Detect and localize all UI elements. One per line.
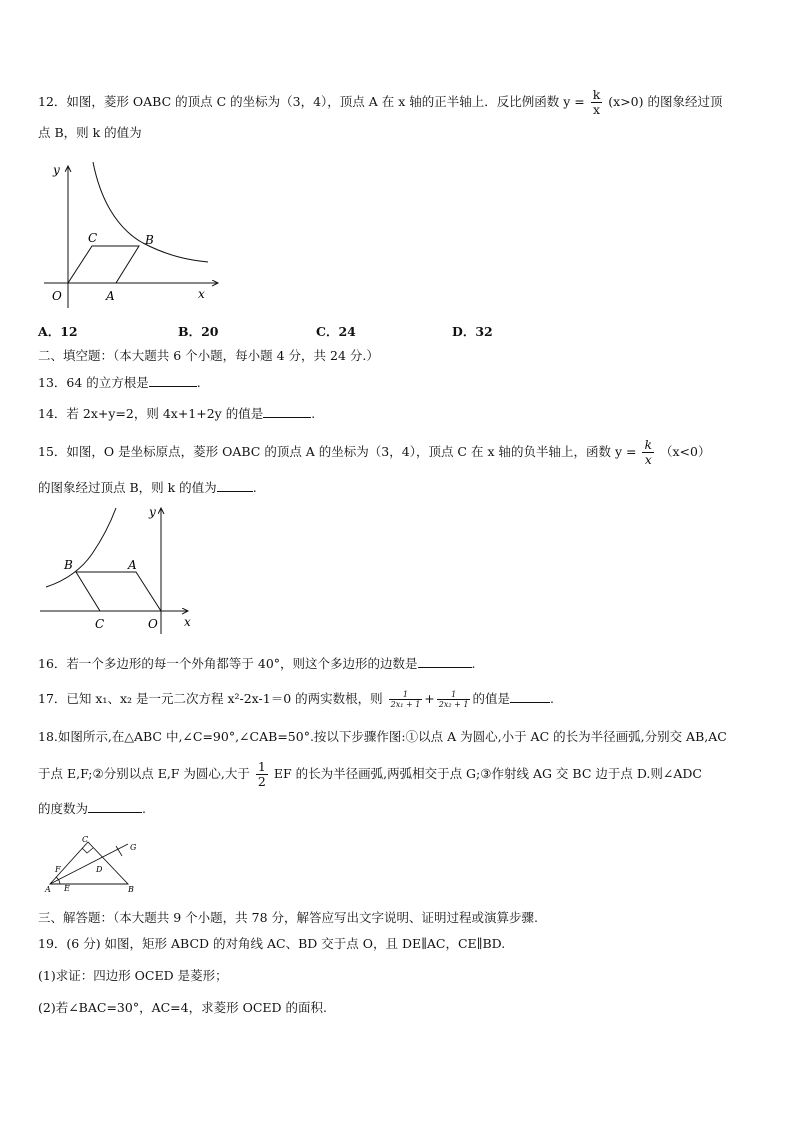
q12-line1 (38, 88, 723, 117)
q15-blank (217, 479, 253, 492)
q15-label-O: O (148, 617, 158, 631)
q12-fraction (591, 88, 603, 117)
q18-label-B: B (128, 885, 134, 894)
q14-text: 14．若 2x+y=2，则 4x+1+2y 的值是 (38, 406, 264, 421)
q12-label-C: C (88, 231, 98, 245)
q18-frac-den: 2 (257, 774, 266, 789)
q17-text: 17．已知 x₁、x₂ 是一元二次方程 x²-2x-1＝0 的两实数根，则 (38, 691, 383, 706)
q18-label-D: D (96, 865, 103, 874)
q12-rhombus (68, 246, 139, 283)
q18-line2-post: EF 的长为半径画弧,两弧相交于点 G;③作射线 AG 交 BC 边于点 D.则∠ADC (273, 766, 702, 781)
q13-blank (149, 374, 197, 387)
q17-line: 17．已知 x₁、x₂ 是一元二次方程 x²-2x-1＝0 的两实数根，则 $\frac{1}{\text{2x₁ + 1}}$ + $\frac{1}{\text{2x₂ + 1}}$ 的值是 . (38, 690, 554, 709)
q12-text: 12．如图，菱形 OABC 的顶点 C 的坐标为（3，4），顶点 A 在 x 轴的正半轴上．反比例函数 y = (38, 94, 585, 109)
q16-line: 16．若一个多边形的每一个外角都等于 40°，则这个多边形的边数是 . (38, 656, 476, 671)
q17-frac2-den: 2x₂ + 1 (438, 700, 469, 709)
q15-label-x: x (184, 615, 191, 629)
q18-figure (38, 834, 148, 894)
q13-text: 13．64 的立方根是 (38, 375, 149, 390)
q18-label-E: E (64, 884, 70, 893)
q17-blank (510, 690, 550, 703)
q17-fraction-2 (437, 690, 471, 709)
q13-line: 13．64 的立方根是 . (38, 375, 201, 390)
q15-text-post: （x<0） (660, 444, 711, 459)
q19-part1: (1)求证：四边形 OCED 是菱形； (38, 968, 228, 983)
q17-frac1-num: 1 (389, 690, 423, 700)
q15-label-C: C (95, 617, 105, 631)
q12-label-A: A (106, 289, 115, 303)
q15-figure (38, 502, 208, 637)
section3-heading: 三、解答题：（本大题共 9 个小题，共 78 分，解答应写出文字说明、证明过程或演算步骤. (38, 910, 538, 925)
q12-frac-num: k (592, 87, 601, 102)
q12-label-B: B (145, 233, 154, 247)
q12-choice-c: C．24 (316, 324, 356, 339)
q18-blank (88, 800, 142, 813)
q17-frac2-num: 1 (437, 690, 471, 700)
q17-frac1-den: 2x₁ + 1 (390, 700, 421, 709)
q12-hyperbola (93, 162, 208, 262)
q15-hyperbola (46, 508, 116, 587)
q14-line: 14．若 2x+y=2，则 4x+1+2y 的值是 . (38, 406, 316, 421)
q18-label-C: C (82, 835, 89, 844)
q18-fraction (256, 760, 268, 789)
q18-line3-text: 的度数为 (38, 801, 89, 816)
q12-label-x: x (198, 287, 205, 301)
q15-line1 (38, 438, 710, 467)
q12-text-post: (x>0) 的图象经过顶 (608, 94, 723, 109)
section2-heading: 二、填空题：（本大题共 6 个小题，每小题 4 分，共 24 分.） (38, 348, 379, 363)
q18-right-angle (82, 848, 93, 853)
q14-blank (263, 405, 311, 418)
q12-choice-b: B．20 (178, 324, 219, 339)
q12-frac-den: x (592, 102, 601, 117)
q15-frac-den: x (644, 452, 652, 467)
q15-label-A: A (128, 558, 137, 572)
q15-fraction (642, 438, 654, 467)
q18-line1: 18.如图所示,在△ABC 中,∠C=90°,∠CAB=50°.按以下步骤作图:①以点 A 为圆心,小于 AC 的长为半径画弧,分别交 AB,AC (38, 729, 727, 744)
q18-label-A: A (45, 885, 51, 894)
q18-label-G: G (130, 843, 137, 852)
q15-line2: 的图象经过顶点 B，则 k 的值为 . (38, 480, 257, 495)
q18-line2 (38, 760, 702, 789)
q17-plus: + (424, 691, 435, 706)
q16-text: 16．若一个多边形的每一个外角都等于 40°，则这个多边形的边数是 (38, 656, 418, 671)
q12-label-y: y (53, 163, 60, 177)
q18-frac-num: 1 (257, 759, 266, 774)
q15-frac-num: k (644, 437, 653, 452)
q12-line2: 点 B，则 k 的值为 (38, 125, 142, 140)
q18-line3: 的度数为 . (38, 801, 146, 816)
q15-text: 15．如图，O 是坐标原点，菱形 OABC 的顶点 A 的坐标为（3，4），顶点 C 在 x 轴的负半轴上，函数 y = (38, 444, 637, 459)
q15-label-y: y (149, 505, 156, 519)
q15-line2-text: 的图象经过顶点 B，则 k 的值为 (38, 480, 217, 495)
q19-part2: (2)若∠BAC=30°，AC=4，求菱形 OCED 的面积. (38, 1000, 327, 1015)
q12-label-O: O (52, 289, 62, 303)
q18-label-F: F (55, 865, 61, 874)
q18-line2-text: 于点 E,F;②分别以点 E,F 为圆心,大于 (38, 766, 250, 781)
q12-choice-a: A．12 (38, 324, 78, 339)
q17-text-post: 的值是 (472, 691, 510, 706)
q18-ray-ag (50, 844, 128, 884)
q16-blank (418, 655, 472, 668)
q12-figure (38, 158, 228, 318)
q15-rhombus (76, 572, 161, 611)
q12-choice-d: D．32 (452, 324, 493, 339)
q15-label-B: B (64, 558, 73, 572)
q19-line1: 19．(6 分) 如图，矩形 ABCD 的对角线 AC、BD 交于点 O，且 DE∥AC，CE∥BD. (38, 936, 506, 951)
q17-fraction-1 (389, 690, 423, 709)
